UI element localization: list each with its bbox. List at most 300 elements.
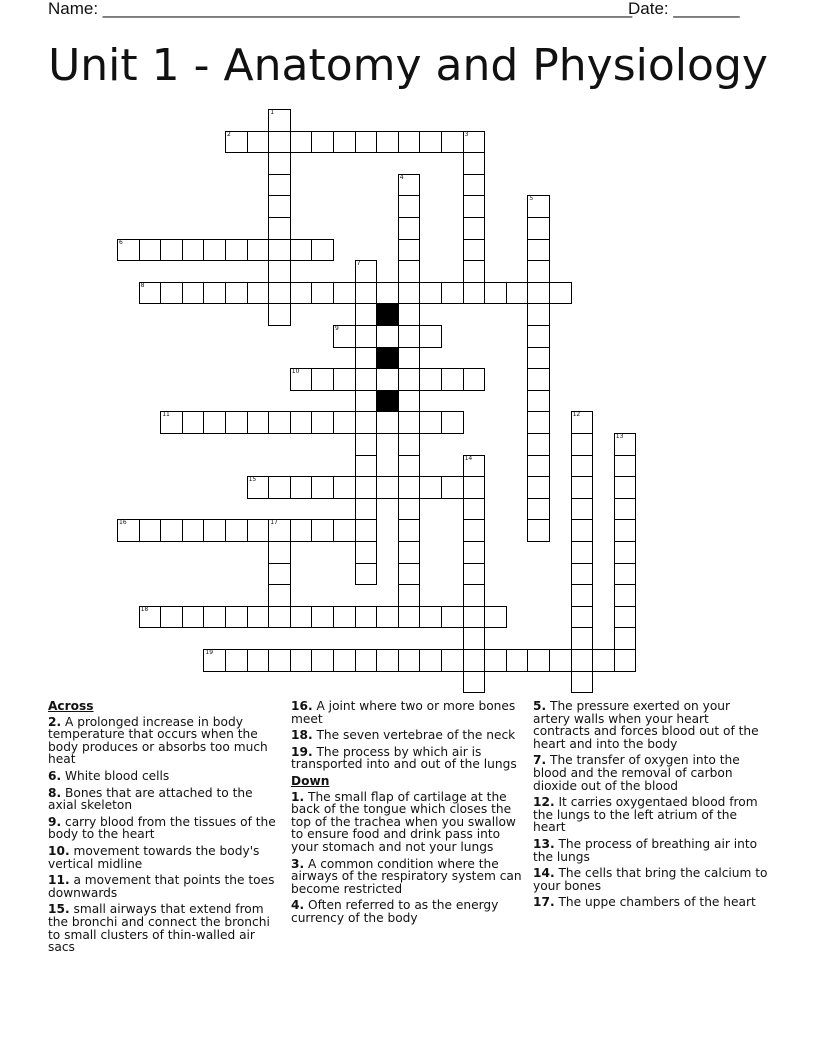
grid-cell[interactable]	[571, 411, 594, 434]
clue-text: A prolonged increase in body temperature that occurs when the body produces or absorbs too much heat	[48, 714, 268, 767]
grid-cell[interactable]	[463, 498, 486, 521]
clue-item	[291, 746, 526, 771]
grid-cell[interactable]	[203, 649, 226, 672]
clue-item	[48, 816, 283, 841]
clue-number-label: 2.	[48, 714, 62, 729]
grid-cell[interactable]	[614, 563, 637, 586]
grid-cell[interactable]	[571, 433, 594, 456]
grid-cell[interactable]	[419, 411, 442, 434]
grid-cell[interactable]	[527, 368, 550, 391]
clue-item	[291, 700, 526, 725]
clue-text: Often referred to as the energy currency of the body	[291, 898, 499, 925]
grid-cell[interactable]	[441, 476, 464, 499]
clue-number-label: 13.	[533, 836, 555, 851]
grid-cell[interactable]	[441, 131, 464, 154]
grid-cell[interactable]	[247, 239, 270, 262]
grid-cell[interactable]	[355, 390, 378, 413]
grid-cell[interactable]	[527, 217, 550, 240]
grid-cell[interactable]	[268, 131, 291, 154]
grid-cell[interactable]	[376, 411, 399, 434]
clue-number-label: 16.	[291, 699, 313, 713]
grid-black-cell	[376, 347, 399, 370]
grid-cell[interactable]	[203, 411, 226, 434]
clue-number: 8	[140, 281, 145, 289]
grid-cell[interactable]	[527, 649, 550, 672]
grid-cell[interactable]	[355, 541, 378, 564]
grid-cell[interactable]	[117, 239, 140, 262]
grid-cell[interactable]	[268, 563, 291, 586]
clue-number-label: 11.	[48, 873, 70, 888]
clue-item	[533, 838, 768, 863]
clue-item	[291, 791, 526, 854]
grid-cell[interactable]	[506, 649, 529, 672]
grid-cell[interactable]	[355, 563, 378, 586]
grid-cell[interactable]	[355, 347, 378, 370]
grid-cell[interactable]	[614, 498, 637, 521]
clue-number-label: 9.	[48, 814, 62, 829]
grid-cell[interactable]	[182, 519, 205, 542]
clue-item	[48, 787, 283, 812]
grid-cell[interactable]	[247, 476, 270, 499]
grid-cell[interactable]	[355, 325, 378, 348]
grid-cell[interactable]	[139, 606, 162, 629]
grid-cell[interactable]	[268, 476, 291, 499]
grid-cell[interactable]	[398, 563, 421, 586]
grid-cell[interactable]	[311, 239, 334, 262]
clue-number-label: 5.	[533, 699, 547, 713]
grid-cell[interactable]	[463, 584, 486, 607]
down-heading: Down	[291, 773, 330, 788]
clue-number-label: 6.	[48, 768, 62, 783]
grid-cell[interactable]	[290, 411, 313, 434]
grid-cell[interactable]	[333, 131, 356, 154]
grid-cell[interactable]	[247, 411, 270, 434]
grid-cell[interactable]	[311, 368, 334, 391]
grid-cell[interactable]	[225, 649, 248, 672]
grid-cell[interactable]	[225, 606, 248, 629]
clue-text: The small flap of cartilage at the back of the tongue which closes the top of the trachea when you swallow to ensure food and drink pass into your stomach and not your lungs	[291, 789, 516, 854]
clue-text: small airways that extend from the bronchi and connect the bronchi to small clusters of thin-walled air sacs	[48, 902, 270, 955]
grid-cell[interactable]	[463, 152, 486, 175]
grid-cell[interactable]	[355, 303, 378, 326]
clue-number-label: 18.	[291, 728, 313, 743]
clue-number: 15	[248, 476, 257, 484]
clue-number: 9	[335, 325, 339, 332]
grid-cell[interactable]	[398, 455, 421, 478]
grid-cell[interactable]	[376, 131, 399, 154]
clue-item	[48, 903, 283, 953]
grid-cell[interactable]	[311, 476, 334, 499]
grid-cell[interactable]	[484, 649, 507, 672]
clue-item	[533, 896, 768, 909]
grid-black-cell	[376, 303, 399, 326]
clue-number-label: 19.	[291, 744, 313, 759]
grid-cell[interactable]	[160, 239, 183, 262]
clue-item	[48, 770, 283, 783]
grid-cell[interactable]	[419, 476, 442, 499]
grid-cell[interactable]	[247, 606, 270, 629]
grid-cell[interactable]	[614, 519, 637, 542]
grid-cell[interactable]	[311, 411, 334, 434]
clue-text: It carries oxygentaed blood from the lungs to the left atrium of the heart	[533, 795, 758, 835]
clue-number-label: 14.	[533, 866, 555, 881]
grid-cell[interactable]	[311, 282, 334, 305]
grid-cell[interactable]	[311, 606, 334, 629]
grid-cell[interactable]	[571, 606, 594, 629]
clues-column-3	[533, 700, 768, 913]
grid-cell[interactable]	[225, 411, 248, 434]
clue-number: 12	[572, 411, 581, 419]
grid-cell[interactable]	[527, 455, 550, 478]
grid-cell[interactable]	[268, 519, 291, 542]
grid-cell[interactable]	[290, 606, 313, 629]
grid-cell[interactable]	[571, 455, 594, 478]
grid-cell[interactable]	[419, 649, 442, 672]
grid-cell[interactable]	[527, 390, 550, 413]
grid-cell[interactable]	[571, 519, 594, 542]
grid-cell[interactable]	[419, 325, 442, 348]
clue-number: 14	[464, 454, 473, 462]
grid-cell[interactable]	[139, 519, 162, 542]
grid-cell[interactable]	[333, 411, 356, 434]
grid-cell[interactable]	[182, 239, 205, 262]
grid-cell[interactable]	[398, 174, 421, 197]
clue-item	[48, 845, 283, 870]
grid-cell[interactable]	[290, 519, 313, 542]
clues-column-2	[291, 700, 526, 929]
clue-item	[48, 874, 283, 899]
grid-cell[interactable]	[419, 131, 442, 154]
clue-item	[533, 754, 768, 792]
clue-number-label: 7.	[533, 753, 547, 768]
clue-text: The pressure exerted on your artery walls when your heart contracts and forces blood out of the heart and into the body	[533, 699, 759, 751]
clue-number: 4	[399, 173, 404, 181]
clue-text: a movement that points the toes downwards	[48, 873, 275, 900]
grid-cell[interactable]	[376, 282, 399, 305]
grid-cell[interactable]	[268, 584, 291, 607]
grid-cell[interactable]	[268, 606, 291, 629]
clues-column-1	[48, 700, 283, 958]
grid-cell[interactable]	[355, 260, 378, 283]
grid-cell[interactable]	[355, 476, 378, 499]
grid-cell[interactable]	[398, 498, 421, 521]
grid-cell[interactable]	[463, 563, 486, 586]
clue-number: 1	[270, 109, 275, 116]
grid-cell[interactable]	[463, 217, 486, 240]
grid-cell[interactable]	[247, 519, 270, 542]
date-field[interactable]: Date: _______	[628, 0, 740, 18]
grid-cell[interactable]	[527, 195, 550, 218]
clue-number-label: 8.	[48, 785, 62, 800]
grid-cell[interactable]	[376, 649, 399, 672]
grid-cell[interactable]	[182, 411, 205, 434]
grid-cell[interactable]	[527, 282, 550, 305]
grid-cell[interactable]	[463, 541, 486, 564]
grid-cell[interactable]	[527, 347, 550, 370]
grid-cell[interactable]	[398, 347, 421, 370]
grid-cell[interactable]	[398, 519, 421, 542]
grid-cell[interactable]	[398, 131, 421, 154]
grid-cell[interactable]	[376, 476, 399, 499]
clue-text: White blood cells	[61, 768, 170, 783]
grid-cell[interactable]	[527, 519, 550, 542]
grid-cell[interactable]	[398, 476, 421, 499]
grid-cell[interactable]	[398, 584, 421, 607]
grid-cell[interactable]	[398, 303, 421, 326]
clue-item	[291, 729, 526, 742]
grid-cell[interactable]	[571, 563, 594, 586]
grid-cell[interactable]	[463, 131, 486, 154]
grid-cell[interactable]	[268, 411, 291, 434]
grid-cell[interactable]	[463, 627, 486, 650]
clue-text: Bones that are attached to the axial skeleton	[48, 785, 253, 813]
grid-cell[interactable]	[355, 282, 378, 305]
grid-cell[interactable]	[290, 649, 313, 672]
grid-cell[interactable]	[441, 649, 464, 672]
grid-cell[interactable]	[614, 476, 637, 499]
grid-cell[interactable]	[441, 411, 464, 434]
clue-item	[533, 867, 768, 892]
clue-number: 16	[119, 519, 127, 527]
grid-cell[interactable]	[182, 606, 205, 629]
grid-cell[interactable]	[203, 239, 226, 262]
grid-cell[interactable]	[117, 519, 140, 542]
grid-cell[interactable]	[247, 282, 270, 305]
grid-cell[interactable]	[419, 368, 442, 391]
grid-cell[interactable]	[225, 282, 248, 305]
page-title: Unit 1 - Anatomy and Physiology	[48, 40, 768, 91]
clue-item	[48, 716, 283, 766]
grid-cell[interactable]	[614, 627, 637, 650]
grid-cell[interactable]	[463, 606, 486, 629]
clue-number: 10	[291, 368, 300, 376]
clue-number: 2	[227, 130, 231, 138]
grid-cell[interactable]	[463, 260, 486, 283]
grid-cell[interactable]	[290, 368, 313, 391]
grid-cell[interactable]	[311, 649, 334, 672]
clue-number: 18	[140, 605, 149, 613]
grid-cell[interactable]	[527, 239, 550, 262]
grid-cell[interactable]	[527, 260, 550, 283]
clue-text: The process of breathing air into the lungs	[533, 836, 758, 864]
grid-cell[interactable]	[225, 519, 248, 542]
clue-text: The uppe chambers of the heart	[554, 895, 756, 910]
grid-cell[interactable]	[290, 239, 313, 262]
grid-cell[interactable]	[592, 649, 615, 672]
grid-cell[interactable]	[268, 195, 291, 218]
grid-cell[interactable]	[290, 131, 313, 154]
grid-black-cell	[376, 390, 399, 413]
grid-cell[interactable]	[290, 282, 313, 305]
grid-cell[interactable]	[225, 239, 248, 262]
grid-cell[interactable]	[247, 131, 270, 154]
clue-item	[533, 700, 768, 750]
clue-number: 6	[119, 238, 123, 246]
grid-cell[interactable]	[463, 239, 486, 262]
grid-cell[interactable]	[463, 174, 486, 197]
grid-cell[interactable]	[203, 606, 226, 629]
grid-cell[interactable]	[463, 519, 486, 542]
grid-cell[interactable]	[419, 606, 442, 629]
grid-cell[interactable]	[333, 325, 356, 348]
grid-cell[interactable]	[355, 455, 378, 478]
grid-cell[interactable]	[398, 649, 421, 672]
grid-cell[interactable]	[268, 649, 291, 672]
grid-cell[interactable]	[268, 239, 291, 262]
clue-text: A joint where two or more bones meet	[291, 699, 516, 726]
grid-cell[interactable]	[506, 282, 529, 305]
grid-cell[interactable]	[355, 606, 378, 629]
grid-cell[interactable]	[333, 606, 356, 629]
grid-cell[interactable]	[614, 433, 637, 456]
clue-text: movement towards the body's vertical midline	[48, 843, 260, 871]
grid-cell[interactable]	[398, 411, 421, 434]
grid-cell[interactable]	[182, 282, 205, 305]
clue-text: The cells that bring the calcium to your bones	[533, 866, 768, 893]
clue-number: 7	[356, 260, 361, 268]
grid-cell[interactable]	[355, 368, 378, 391]
grid-cell[interactable]	[311, 519, 334, 542]
grid-cell[interactable]	[419, 282, 442, 305]
grid-cell[interactable]	[333, 368, 356, 391]
clue-number-label: 15.	[48, 902, 70, 917]
grid-cell[interactable]	[398, 195, 421, 218]
grid-cell[interactable]	[614, 584, 637, 607]
grid-cell[interactable]	[527, 433, 550, 456]
grid-cell[interactable]	[463, 195, 486, 218]
grid-cell[interactable]	[614, 649, 637, 672]
grid-cell[interactable]	[549, 282, 572, 305]
clue-number: 5	[529, 195, 534, 203]
grid-cell[interactable]	[376, 325, 399, 348]
across-heading: Across	[48, 699, 94, 713]
grid-cell[interactable]	[398, 325, 421, 348]
grid-cell[interactable]	[355, 498, 378, 521]
grid-cell[interactable]	[160, 519, 183, 542]
grid-cell[interactable]	[571, 584, 594, 607]
clue-number-label: 1.	[291, 789, 305, 804]
grid-cell[interactable]	[160, 606, 183, 629]
grid-cell[interactable]	[268, 152, 291, 175]
grid-cell[interactable]	[376, 368, 399, 391]
grid-cell[interactable]	[355, 411, 378, 434]
grid-cell[interactable]	[268, 303, 291, 326]
clue-number: 17	[270, 519, 278, 527]
grid-cell[interactable]	[463, 476, 486, 499]
grid-cell[interactable]	[527, 411, 550, 434]
grid-cell[interactable]	[225, 131, 248, 154]
grid-cell[interactable]	[333, 519, 356, 542]
grid-cell[interactable]	[398, 282, 421, 305]
grid-cell[interactable]	[268, 174, 291, 197]
grid-cell[interactable]	[268, 541, 291, 564]
grid-cell[interactable]	[355, 519, 378, 542]
grid-cell[interactable]	[355, 433, 378, 456]
grid-cell[interactable]	[333, 476, 356, 499]
grid-cell[interactable]	[398, 217, 421, 240]
grid-cell[interactable]	[571, 627, 594, 650]
clue-text: The transfer of oxygen into the blood and the removal of carbon dioxide out of the blood	[533, 753, 740, 793]
grid-cell[interactable]	[614, 455, 637, 478]
clue-text: A common condition where the airways of the respiratory system can become restricted	[291, 856, 522, 896]
grid-cell[interactable]	[398, 606, 421, 629]
grid-cell[interactable]	[268, 109, 291, 132]
clue-number-label: 4.	[291, 898, 305, 913]
grid-cell[interactable]	[268, 217, 291, 240]
grid-cell[interactable]	[398, 433, 421, 456]
grid-cell[interactable]	[203, 519, 226, 542]
grid-cell[interactable]	[333, 282, 356, 305]
clue-text: The seven vertebrae of the neck	[312, 728, 516, 743]
grid-cell[interactable]	[247, 649, 270, 672]
clue-number-label: 12.	[533, 795, 555, 810]
grid-cell[interactable]	[160, 282, 183, 305]
grid-cell[interactable]	[441, 282, 464, 305]
grid-cell[interactable]	[614, 541, 637, 564]
grid-cell[interactable]	[311, 131, 334, 154]
grid-cell[interactable]	[527, 476, 550, 499]
clue-item	[533, 796, 768, 834]
grid-cell[interactable]	[355, 649, 378, 672]
grid-cell[interactable]	[398, 368, 421, 391]
clue-number: 13	[615, 433, 624, 440]
grid-cell[interactable]	[398, 541, 421, 564]
grid-cell[interactable]	[355, 131, 378, 154]
grid-cell[interactable]	[614, 606, 637, 629]
clue-text: carry blood from the tissues of the body to the heart	[48, 814, 276, 842]
grid-cell[interactable]	[527, 498, 550, 521]
clue-number: 11	[162, 411, 170, 419]
grid-cell[interactable]	[527, 325, 550, 348]
grid-cell[interactable]	[571, 476, 594, 499]
grid-cell[interactable]	[398, 390, 421, 413]
grid-cell[interactable]	[333, 649, 356, 672]
name-field[interactable]: Name: ________________________________________________________	[48, 0, 633, 18]
grid-cell[interactable]	[571, 541, 594, 564]
clue-number-label: 10.	[48, 843, 70, 858]
grid-cell[interactable]	[549, 649, 572, 672]
grid-cell[interactable]	[441, 368, 464, 391]
grid-cell[interactable]	[268, 282, 291, 305]
grid-cell[interactable]	[571, 671, 594, 694]
grid-cell[interactable]	[463, 455, 486, 478]
grid-cell[interactable]	[484, 282, 507, 305]
grid-cell[interactable]	[290, 476, 313, 499]
grid-cell[interactable]	[139, 282, 162, 305]
clue-number-label: 3.	[291, 856, 305, 871]
grid-cell[interactable]	[160, 411, 183, 434]
grid-cell[interactable]	[268, 260, 291, 283]
grid-cell[interactable]	[463, 649, 486, 672]
grid-cell[interactable]	[139, 239, 162, 262]
clue-number: 3	[464, 130, 469, 138]
clue-item	[291, 899, 526, 924]
grid-cell[interactable]	[484, 606, 507, 629]
grid-cell[interactable]	[463, 671, 486, 694]
grid-cell[interactable]	[571, 498, 594, 521]
clue-number-label: 17.	[533, 895, 555, 910]
grid-cell[interactable]	[463, 368, 486, 391]
grid-cell[interactable]	[527, 303, 550, 326]
grid-cell[interactable]	[398, 239, 421, 262]
grid-cell[interactable]	[203, 282, 226, 305]
clue-item	[291, 858, 526, 896]
grid-cell[interactable]	[398, 260, 421, 283]
grid-cell[interactable]	[441, 606, 464, 629]
grid-cell[interactable]	[463, 282, 486, 305]
grid-cell[interactable]	[376, 606, 399, 629]
grid-cell[interactable]	[571, 649, 594, 672]
